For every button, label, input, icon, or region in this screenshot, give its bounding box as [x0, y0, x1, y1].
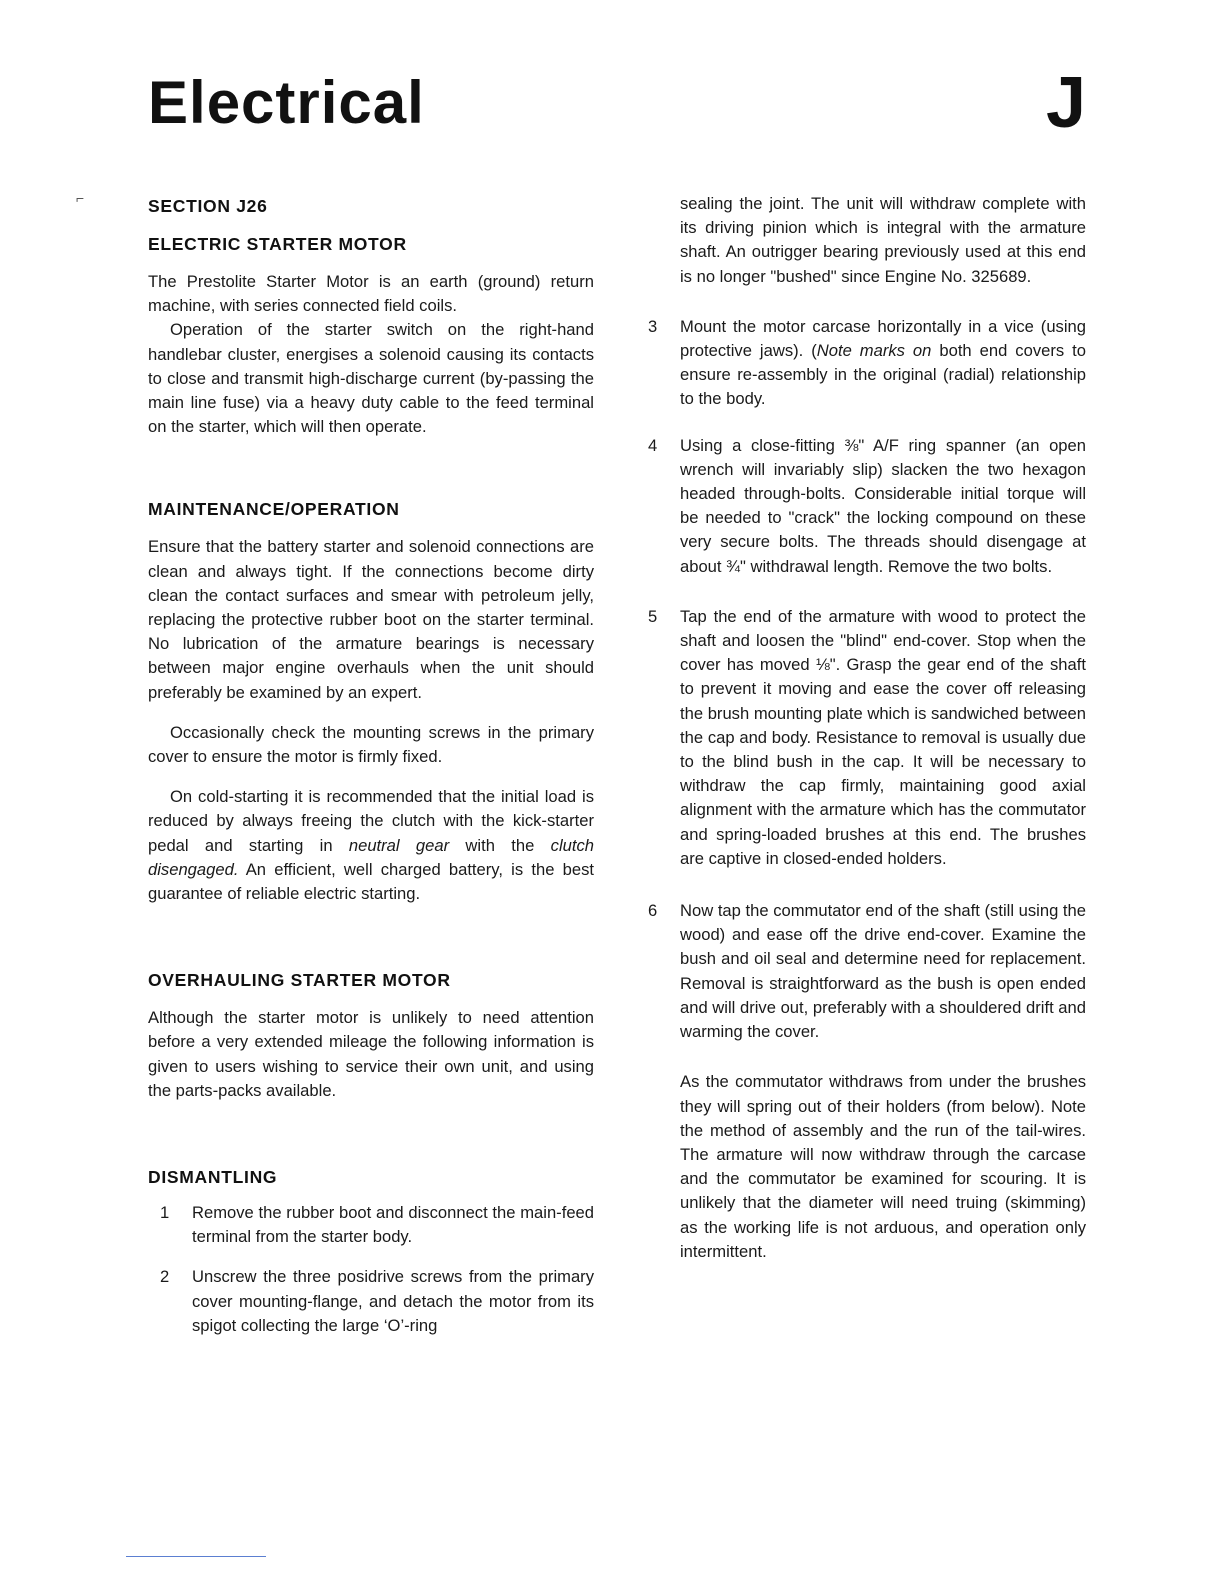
step-3 [648, 315, 1086, 412]
right-column [648, 192, 1086, 1264]
maintenance-p3-emphasis-1: neutral gear [348, 835, 450, 855]
step3-part-a: Mount the motor carcase horizontally in a vice (using protective jaws). ( [680, 316, 1086, 361]
step3-emphasis: Note marks on [816, 341, 932, 361]
section-letter: J [1046, 63, 1087, 143]
footer-rule [126, 1556, 266, 1557]
overhaul-heading: OVERHAULING STARTER MOTOR [148, 970, 451, 991]
maintenance-p3-part-a: On cold-starting it is recommended that the initial load is reduced by always freeing the clutch with the kick-starter pedal and starting in [148, 787, 594, 855]
page-title: Electrical [148, 69, 425, 136]
step-text: As the commutator withdraws from under the brushes they will spring out of their holders (from below). Note the method of assembly and the run of the tail-wires. The armature will now withdraw through the carcase and the commutator be examined for scouring. It is unlikely that the diameter will need truing (skimming) as the working life is not arduous, and operation only intermittent. [680, 1072, 1086, 1261]
step-6 [648, 899, 1086, 1044]
dismantling-heading: DISMANTLING [148, 1167, 278, 1188]
step-number: 4 [648, 435, 658, 455]
step-number: 5 [648, 606, 658, 626]
step-2-continued [648, 192, 1086, 289]
step-text: Tap the end of the armature with wood to protect the shaft and loosen the "blind" end-cover. Stop when the cover has moved ⅛". Grasp the gear end of the shaft to prevent it moving and ease the cover off releasing the brush mounting plate which is sandwiched between the cap and body. Resistance to removal is usually due to the blind bush in the cap. It will be necessary to withdraw the cap firmly, maintaining good axial alignment with the armature which has the commutator and spring-loaded brushes at this end. The brushes are captive in closed-ended holders. [680, 606, 1086, 868]
step-text: Unscrew the three posidrive screws from the primary cover mounting-flange, and detach the motor from its spigot collecting the large ‘O’-ring [192, 1267, 594, 1335]
maintenance-paragraph-3 [148, 785, 594, 906]
maintenance-p3-part-b: with the [449, 835, 551, 855]
intro-paragraph-1: The Prestolite Starter Motor is an earth (ground) return machine, with series connected field coils. [148, 272, 594, 316]
step-number-blank [648, 1070, 680, 1264]
overhaul-paragraph: Although the starter motor is unlikely to need attention before a very extended mileage the following information is given to users wishing to service their own unit, and using the parts-packs available. [148, 1008, 594, 1100]
step-number-blank [648, 192, 680, 289]
step-4 [648, 434, 1086, 579]
step-number: 1 [160, 1203, 170, 1223]
step-number: 2 [160, 1267, 170, 1287]
step-6-continued [648, 1070, 1086, 1264]
margin-tick-mark: ⌐ [76, 190, 85, 206]
step-1 [148, 1201, 594, 1249]
step3-part-b: both end covers to ensure re-assembly in the original (radial) relationship to the body. [680, 341, 1086, 409]
step-text [680, 315, 1086, 412]
maintenance-p3-part-c: An efficient, well charged battery, is the best guarantee of reliable electric starting. [148, 859, 594, 904]
step-text: Now tap the commutator end of the shaft (still using the wood) and ease off the drive end-cover. Examine the bush and oil seal and determine need for replacement. Removal is straightforward as the bush is open ended and will drive out, preferably with a shouldered drift and warming the cover. [680, 901, 1086, 1042]
left-column [148, 192, 594, 1338]
step-text: Using a close-fitting ⅜" A/F ring spanner (an open wrench will invariably slip) slacken the two hexagon headed through-bolts. Considerable initial torque will be needed to "crack" the locking compound on these very secure bolts. The threads should disengage at about ¾" withdrawal length. Remove the two bolts. [680, 435, 1086, 576]
section-id: SECTION J26 [148, 196, 268, 216]
step-text: sealing the joint. The unit will withdraw complete with its driving pinion which is integral with the armature shaft. An outrigger bearing previously used at this end is no longer "bushed" since Engine No. 325689. [680, 194, 1086, 286]
maintenance-heading: MAINTENANCE/OPERATION [148, 499, 400, 520]
step-number: 6 [648, 901, 658, 921]
step-text: Remove the rubber boot and disconnect the main-feed terminal from the starter body. [192, 1203, 594, 1247]
maintenance-p3-emphasis-2: clutch disengaged. [148, 835, 594, 879]
step-2 [148, 1265, 594, 1338]
maintenance-paragraph-1: Ensure that the battery starter and solenoid connections are clean and always tight. If the connections become dirty clean the contact surfaces and smear with petroleum jelly, replacing the protective rubber boot on the starter terminal. No lubrication of the armature bearings is necessary between major engine overhauls when the unit should preferably be examined by an expert. [148, 537, 594, 702]
step-5 [648, 605, 1086, 871]
intro-paragraph-2: Operation of the starter switch on the right-hand handlebar cluster, energises a solenoid causing its contacts to close and transmit high-discharge current (by-passing the main line fuse) via a heavy duty cable to the feed terminal on the starter, which will then operate. [148, 320, 594, 437]
step-number: 3 [648, 316, 658, 336]
section-title: ELECTRIC STARTER MOTOR [148, 234, 407, 254]
maintenance-paragraph-2: Occasionally check the mounting screws in the primary cover to ensure the motor is firmly fixed. [148, 722, 594, 767]
